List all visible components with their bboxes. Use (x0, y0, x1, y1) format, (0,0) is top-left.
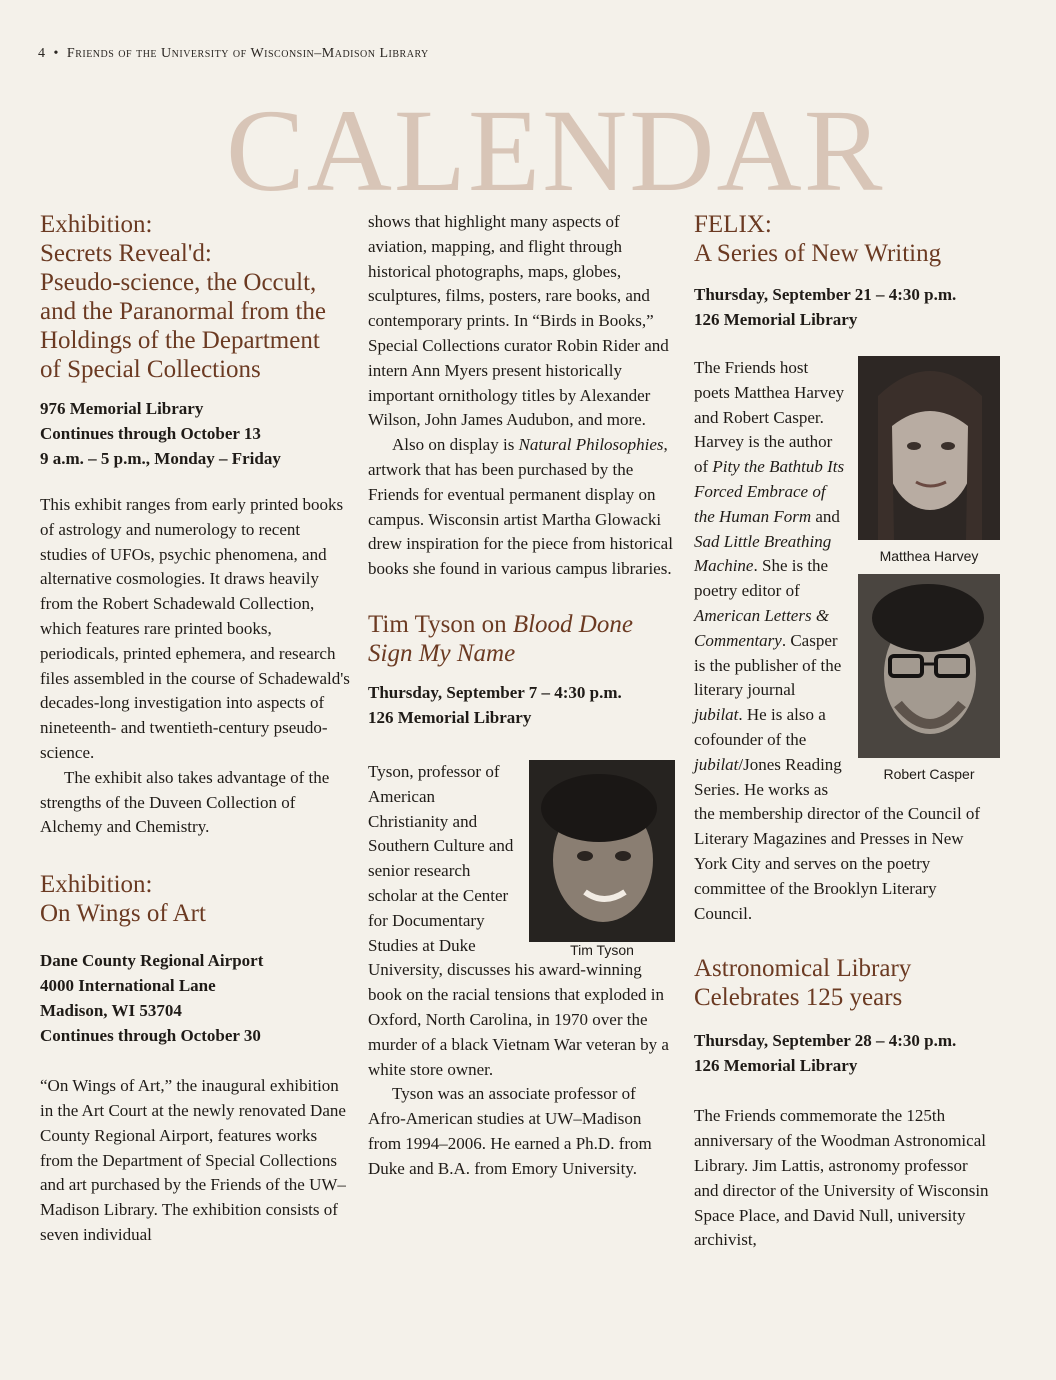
exhibition-1-heading: Exhibition: Secrets Reveal'd: Pseudo-science, the Occult, and the Paranormal from the Holdings of the Department of Special Collections (40, 211, 327, 383)
casper-caption: Robert Casper (883, 766, 975, 782)
calendar-banner: CALENDAR (226, 92, 885, 210)
date: Thursday, September 7 – 4:30 p.m. (368, 682, 622, 702)
tyson-heading: Tim Tyson on Blood Done Sign My Name (368, 610, 633, 667)
matthea-harvey-photo (858, 356, 1000, 540)
tyson-paragraph-2: Tyson was an associate professor of Afro-American studies at UW–Madison from 1994–2006. He earned a Ph.D. from Duke and B.A. from Emory University. (368, 1084, 652, 1178)
location: 126 Memorial Library (694, 310, 858, 329)
date: Thursday, September 21 – 4:30 p.m. (694, 285, 957, 304)
robert-casper-photo (858, 574, 1000, 758)
running-header (38, 46, 429, 62)
felix-details (694, 282, 994, 332)
exhibition-1-paragraph: This exhibit ranges from early printed books of astrology and numerology to recent studies of UFOs, psychic phenomena, and alternative cosmologies. It draws heavily from the Robert Schadewald Collection, which features rare printed books, periodicals, printed ephemera, and research files assembled in the course of Schadewald's decades-long investigation into aspects of nineteenth- and twentieth-century pseudo-science. (40, 495, 350, 762)
tyson-details (368, 680, 673, 730)
exhibition-2-heading: Exhibition: On Wings of Art (40, 871, 206, 928)
venue: Dane County Regional Airport (40, 951, 264, 971)
tim-tyson-photo (529, 760, 675, 942)
bullet-icon: • (53, 46, 59, 61)
location: 976 Memorial Library (40, 399, 204, 418)
natural-philosophies-paragraph: Also on display is Natural Philosophies, artwork that has been purchased by the Friends for eventual permanent display on campus. Wisconsin artist Martha Glowacki drew inspiration for the piece from historical books she found in various campus libraries. (368, 435, 673, 579)
location: 126 Memorial Library (694, 1056, 858, 1076)
publication-name: Friends of the University of Wisconsin–Madison Library (66, 46, 429, 61)
street: 4000 International Lane (40, 976, 216, 996)
dates: Continues through October 30 (40, 1026, 261, 1046)
exhibition-1-paragraph-2: The exhibit also takes advantage of the strengths of the Duveen Collection of Alchemy and Chemistry. (40, 767, 330, 837)
hours: 9 a.m. – 5 p.m., Monday – Friday (40, 449, 281, 468)
page-number: 4 (38, 46, 46, 61)
column-right (694, 210, 994, 1253)
exhibition-2-details (40, 948, 350, 1048)
exhibition-2-paragraph: “On Wings of Art,” the inaugural exhibition in the Art Court at the newly renovated Dane County Regional Airport, features works from the Department of Special Collections and art purchased by the Friends of the UW–Madison Library. The exhibition consists of seven individual (40, 1076, 346, 1244)
dates: Continues through October 13 (40, 424, 261, 443)
exhibition-1-details (40, 396, 350, 471)
exhibition-2-paragraph-cont: shows that highlight many aspects of aviation, mapping, and flight through historical photographs, maps, globes, sculptures, films, posters, rare books, and contemporary prints. In “Birds in Books,” Special Collections curator Robin Rider and intern Ann Myers present historically important ornithology titles by Alexander Wilson, John James Audubon, and more. (368, 212, 669, 430)
felix-heading: FELIX: A Series of New Writing (694, 211, 942, 267)
tyson-paragraph: Tyson, professor of American Christianity and Southern Culture and senior research scholar at the Center for Documentary Studies at Duke University, discusses his award-winning book on the racial tensions that exploded in Oxford, North Carolina, in 1970 over the murder of a black Vietnam War veteran by a white store owner. (368, 761, 669, 1079)
city: Madison, WI 53704 (40, 1001, 182, 1021)
felix-paragraph: The Friends host poets Matthea Harvey and Robert Casper. Harvey is the author of Pity the Bathtub Its Forced Embrace of the Human Form and Sad Little Breathing Machine. She is the poetry editor of American Letters & Commentary. Casper is the publisher of the literary journal jubilat. He is also a cofounder of the jubilat/Jones Reading Series. He works as the membership director of the Council of Literary Magazines and Presses in New York City and serves on the poetry committee of the Brooklyn Literary Council. (694, 358, 981, 923)
tyson-photo-block (529, 760, 675, 958)
astronomical-paragraph: The Friends commemorate the 125th anniversary of the Woodman Astronomical Library. Jim Lattis, astronomy professor and director of the University of Wisconsin Space Place, and David Null, university archivist, (694, 1106, 989, 1250)
harvey-caption: Matthea Harvey (879, 548, 979, 564)
location: 126 Memorial Library (368, 707, 532, 727)
tyson-caption: Tim Tyson (570, 941, 634, 958)
column-left (40, 210, 350, 1248)
column-middle (368, 210, 673, 1182)
date: Thursday, September 28 – 4:30 p.m. (694, 1031, 957, 1051)
felix-photos (858, 356, 1000, 782)
astronomical-heading: Astronomical Library Celebrates 125 years (694, 955, 912, 1012)
astronomical-details (694, 1028, 994, 1078)
